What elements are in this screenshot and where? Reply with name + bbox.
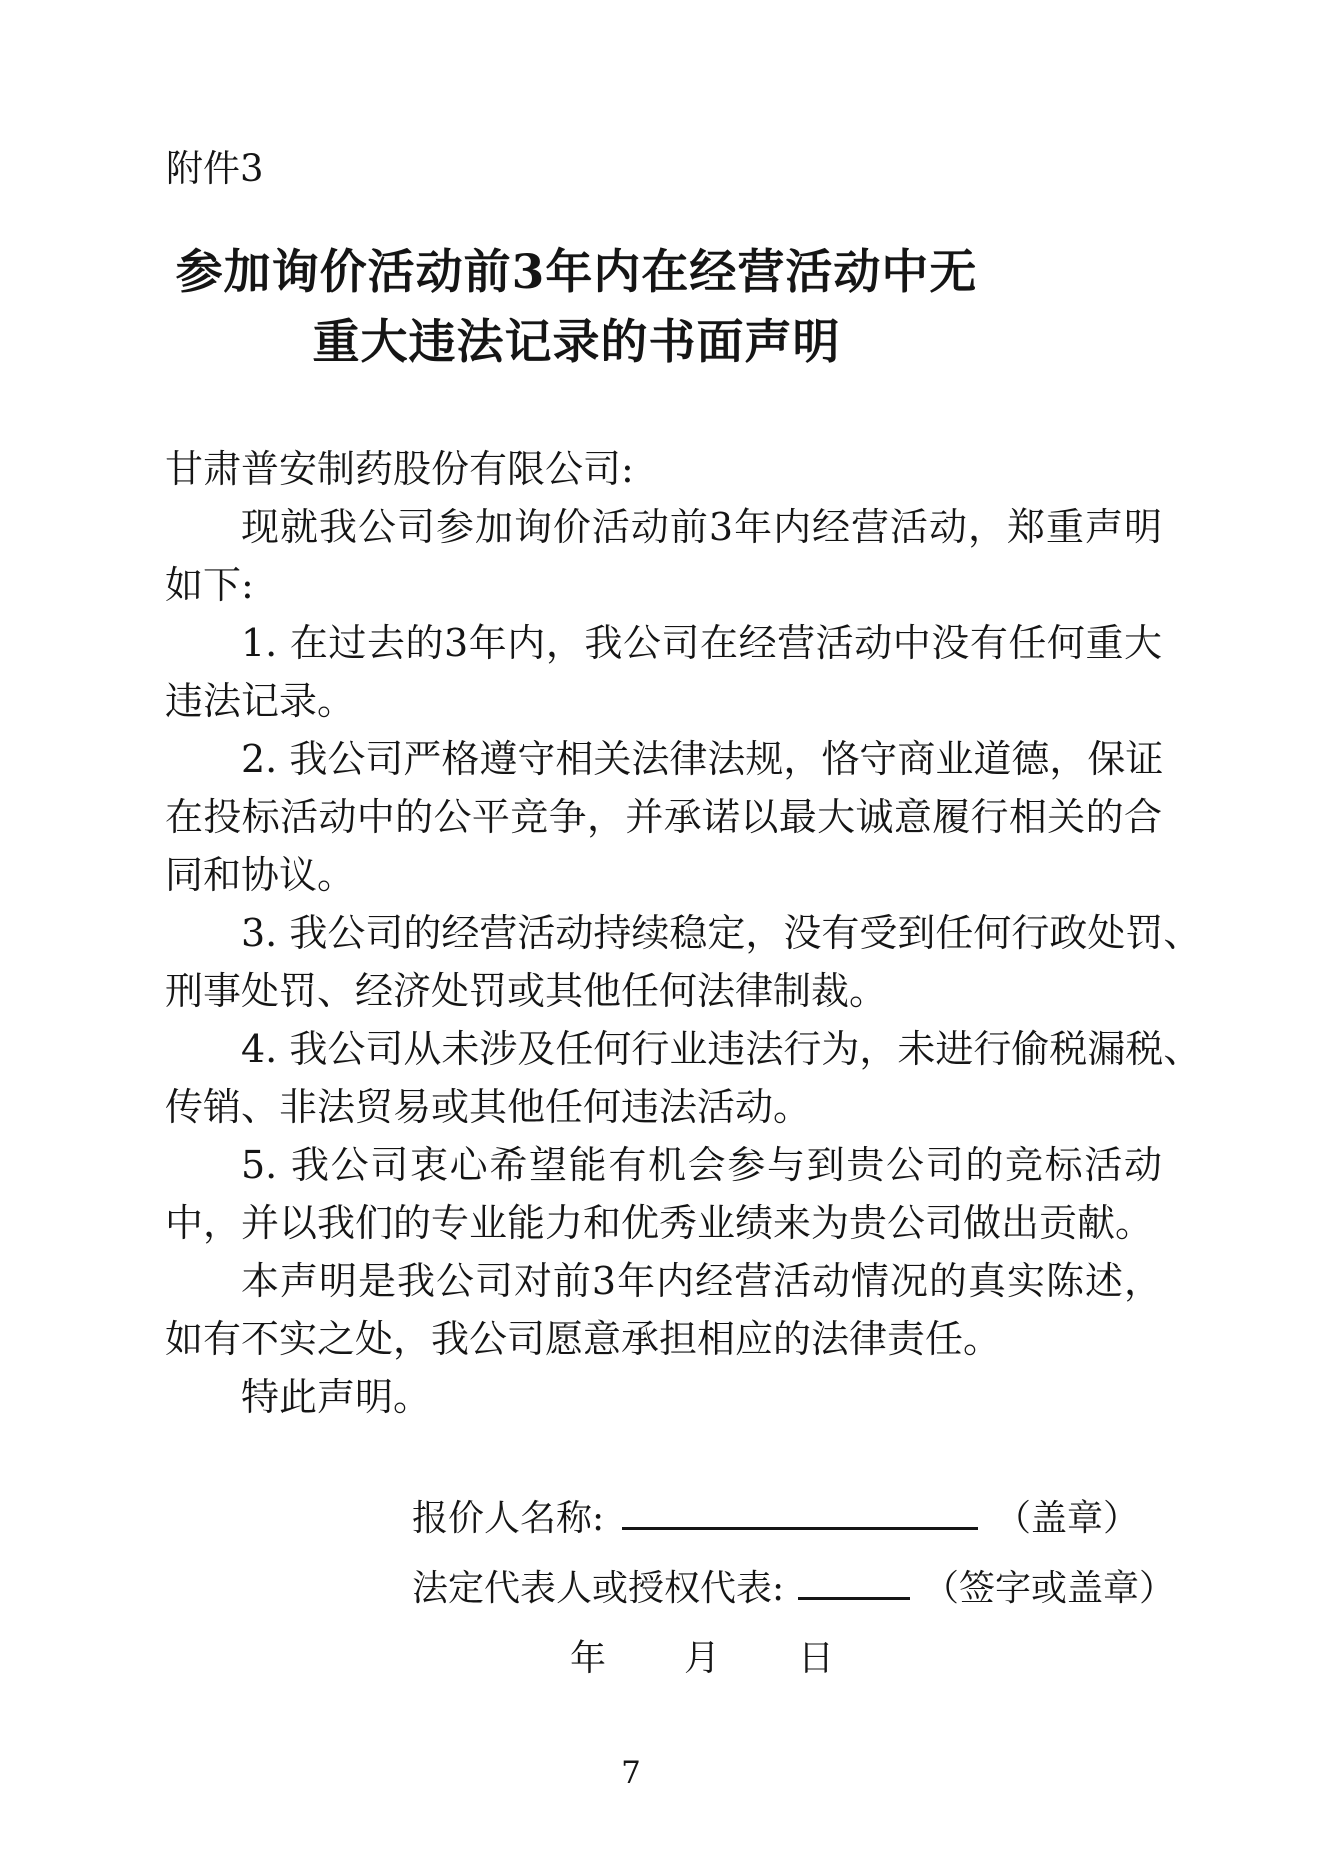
body-line: 1. 在过去的3年内，我公司在经营活动中没有任何重大 <box>241 621 1162 665</box>
representative-label: 法定代表人或授权代表: <box>412 1568 785 1609</box>
declaration-body <box>165 440 1202 1426</box>
representative-blank <box>798 1567 910 1600</box>
title-line-2: 重大违法记录的书面声明 <box>312 315 841 370</box>
body-line: 5. 我公司衷心希望能有机会参与到贵公司的竞标活动 <box>241 1143 1162 1187</box>
signature-block <box>412 1484 1322 1694</box>
attachment-label: 附件3 <box>166 147 264 190</box>
body-line: 刑事处罚、经济处罚或其他任何法律制裁。 <box>165 969 888 1013</box>
body-line: 如有不实之处，我公司愿意承担相应的法律责任。 <box>165 1317 1002 1361</box>
page-number: 7 <box>621 1755 641 1791</box>
body-line: 传销、非法贸易或其他任何违法活动。 <box>165 1085 812 1129</box>
body-line: 4. 我公司从未涉及任何行业违法行为，未进行偷税漏税、 <box>241 1027 1202 1071</box>
body-line: 在投标活动中的公平竞争，并承诺以最大诚意履行相关的合 <box>165 795 1162 839</box>
representative-sign-note: （签字或盖章） <box>923 1568 1176 1609</box>
closing-line: 特此声明。 <box>241 1375 432 1419</box>
body-line: 3. 我公司的经营活动持续稳定，没有受到任何行政处罚、 <box>241 911 1202 955</box>
title-line-1: 参加询价活动前3年内在经营活动中无 <box>175 245 978 300</box>
body-line: 同和协议。 <box>165 853 356 897</box>
body-line: 违法记录。 <box>165 679 356 723</box>
date-line: 年 月 日 <box>570 1638 837 1679</box>
recipient-line: 甘肃普安制药股份有限公司: <box>165 447 634 491</box>
body-line: 2. 我公司严格遵守相关法律法规，恪守商业道德，保证 <box>241 737 1164 781</box>
bidder-name-blank <box>622 1497 978 1530</box>
body-line: 本声明是我公司对前3年内经营活动情况的真实陈述， <box>241 1259 1162 1303</box>
representative-line <box>412 1554 1322 1624</box>
bidder-name-line <box>412 1484 1322 1554</box>
body-line: 如下: <box>165 563 254 607</box>
bidder-name-label: 报价人名称: <box>412 1498 605 1539</box>
bidder-seal-note: （盖章） <box>995 1498 1140 1539</box>
body-line: 中，并以我们的专业能力和优秀业绩来为贵公司做出贡献。 <box>165 1201 1154 1245</box>
body-line: 现就我公司参加询价活动前3年内经营活动，郑重声明 <box>241 505 1162 549</box>
document-title <box>78 238 1075 378</box>
